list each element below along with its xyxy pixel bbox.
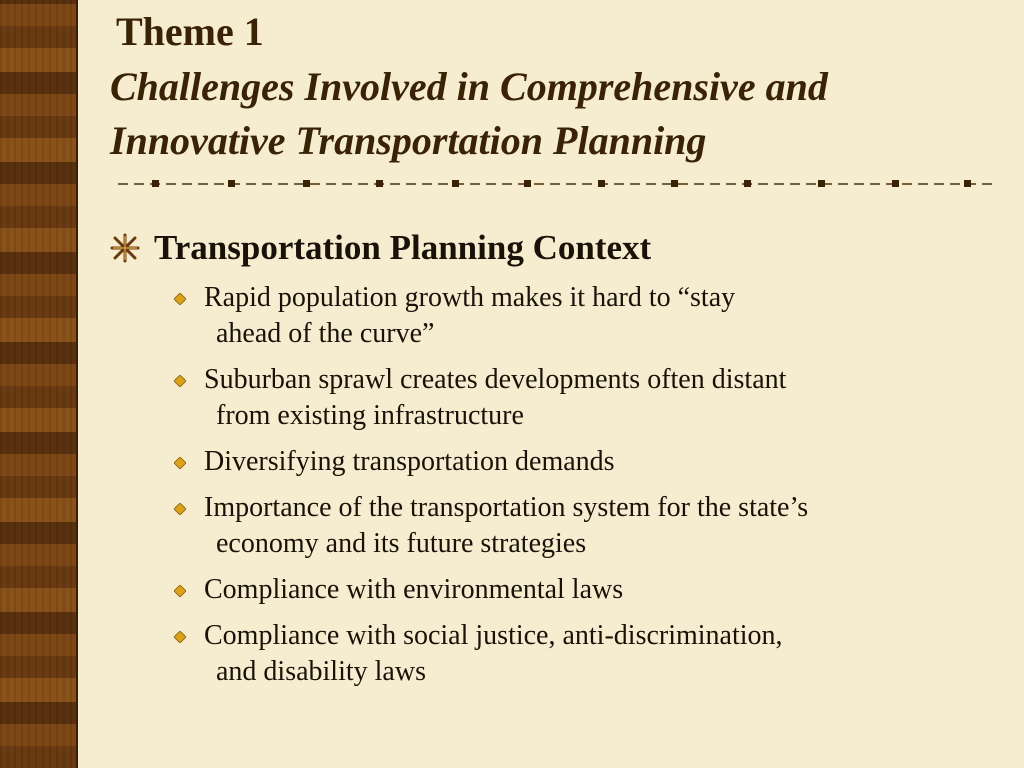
list-item-line2: economy and its future strategies <box>216 528 587 559</box>
title-divider <box>118 178 998 190</box>
list-item <box>170 362 970 434</box>
list-item <box>170 280 970 352</box>
main-bullet-text: Transportation Planning Context <box>154 228 652 267</box>
list-item <box>170 618 970 690</box>
list-item-line1: Rapid population growth makes it hard to “stay <box>204 282 736 313</box>
list-item-line2: from existing infrastructure <box>216 400 524 431</box>
main-bullet <box>110 228 651 268</box>
diamond-icon <box>174 585 186 597</box>
list-item <box>170 572 970 608</box>
sub-bullet-list <box>170 280 970 700</box>
diamond-icon <box>174 375 186 387</box>
list-item-line1: Suburban sprawl creates developments often distant <box>204 364 787 395</box>
list-item-line1: Importance of the transportation system for the state’s <box>204 492 809 523</box>
asterisk-icon <box>110 233 140 263</box>
list-item <box>170 490 970 562</box>
diamond-icon <box>174 631 186 643</box>
list-item-line1: Diversifying transportation demands <box>204 446 615 477</box>
list-item-line2: ahead of the curve” <box>216 318 435 349</box>
list-item-line2: and disability laws <box>216 656 426 687</box>
diamond-icon <box>174 457 186 469</box>
list-item <box>170 444 970 480</box>
list-item-line1: Compliance with social justice, anti-discrimination, <box>204 620 783 651</box>
list-item-line1: Compliance with environmental laws <box>204 574 624 605</box>
slide-subtitle: Challenges Involved in Comprehensive and Innovative Transportation Planning <box>110 64 828 163</box>
diamond-icon <box>174 293 186 305</box>
diamond-icon <box>174 503 186 515</box>
divider-pattern <box>118 178 998 190</box>
slide <box>110 0 1010 768</box>
decorative-wood-strip <box>0 0 78 768</box>
slide-title: Theme 1 <box>116 9 264 54</box>
